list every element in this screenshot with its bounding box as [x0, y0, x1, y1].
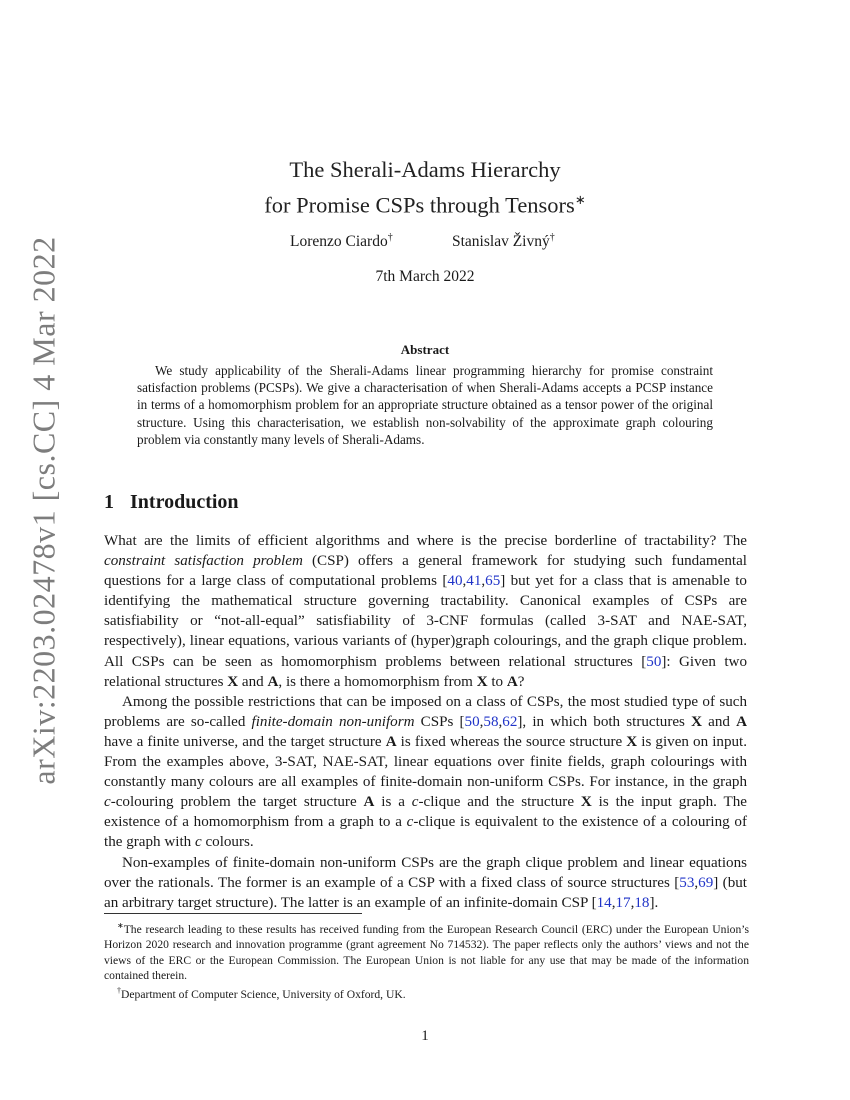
section-number: 1 — [104, 491, 114, 513]
math-variable-c: c — [411, 794, 419, 811]
p1-text: ]: Given two relational structures — [104, 653, 747, 690]
p2-emphasis: finite-domain non-uniform — [251, 713, 415, 730]
footnote-2-mark: † — [117, 986, 121, 996]
p3-text: Non-examples of finite-domain non-uniform CSPs are the graph clique problem and linear equations over the rationals. The former is an example of a CSP with a fixed class of source structures [ — [104, 854, 747, 891]
footnote-divider — [104, 913, 362, 914]
p1-text: What are the limits of efficient algorithms and where is the precise borderline of tractability? The — [104, 533, 747, 549]
abstract-heading: Abstract — [400, 342, 450, 357]
p2-text: ], in which both structures — [517, 713, 692, 730]
author-1-name: Lorenzo Ciardo — [290, 233, 388, 251]
citation-link[interactable]: 14 — [596, 894, 612, 911]
footnote-1-text: The research leading to these results has received funding from the European Research Council (ERC) under the European Union’s Horizon 2020 research and innovation programme (grant agreement No 714532). The paper reflects only the authors’ views and not the views of the ERC or the European Commission. The European Union is not liable for any use that may be made of the information contained therein. — [104, 922, 749, 983]
p2-text: -colouring problem the target structure — [110, 794, 364, 811]
p2-text: colours. — [201, 834, 254, 851]
citation-link[interactable]: 17 — [615, 894, 631, 911]
p2-text: -clique is equivalent to the existence of a colouring of the graph with — [104, 814, 748, 851]
citation-link[interactable]: 65 — [485, 573, 501, 590]
p2-text: Among the possible restrictions that can be imposed on a class of CSPs, the most studied type of such problems are so-called — [104, 693, 747, 730]
p2-text: is fixed whereas the source structure — [396, 733, 627, 750]
citation-link[interactable]: 41 — [466, 573, 482, 590]
author-1-mark[interactable]: † — [387, 232, 393, 243]
p2-text: have a finite universe, and the target structure — [104, 733, 386, 750]
title-line-2-text: for Promise CSPs through Tensors — [264, 192, 575, 218]
p2-text: is the input graph. The existence of a homomorphism from a graph to a — [104, 794, 747, 831]
introduction-body — [104, 531, 747, 913]
p1-text: ? — [517, 673, 525, 690]
p2-text: CSPs [ — [414, 713, 465, 730]
math-structure-a: A — [385, 733, 397, 750]
citation-link[interactable]: 40 — [447, 573, 463, 590]
p1-text: (CSP) offers a general framework for studying such fundamental questions for a large class of computational problems [ — [104, 553, 747, 590]
footnote-affiliation — [104, 983, 749, 1002]
section-heading-introduction — [104, 491, 239, 514]
paper-title-line-2 — [0, 185, 850, 221]
p2-text: and — [702, 713, 737, 730]
arxiv-identifier-text: arXiv:2203.02478v1 [cs.CC] 4 Mar 2022 — [25, 235, 62, 785]
citation-link[interactable]: 53 — [679, 874, 695, 891]
paragraph-3: Non-examples of finite-domain non-uniform CSPs are the graph clique problem and linear equations over the rationals. The former is an example of a CSP with a fixed class of source structures [53,69] (but an arbitrary target structure). The latter is an example of an infinite-domain CSP [14,17,18]. — [104, 854, 747, 911]
math-structure-x: X — [476, 673, 488, 690]
page-number: 1 — [421, 1028, 429, 1044]
p1-emphasis: constraint satisfaction problem — [104, 553, 303, 570]
math-variable-c: c — [194, 834, 202, 851]
math-structure-x: X — [626, 733, 638, 750]
citation-link[interactable]: 69 — [698, 874, 714, 891]
p1-text: to — [487, 673, 507, 690]
citation-link[interactable]: 62 — [502, 713, 518, 730]
p2-text: -clique and the structure — [418, 794, 581, 811]
math-structure-a: A — [506, 673, 518, 690]
citation-link[interactable]: 18 — [634, 894, 650, 911]
paragraph-1: What are the limits of efficient algorithms and where is the precise borderline of tractability? The constraint satisfaction problem (CSP) offers a general framework for studying such fundamental questions for a large class of computational problems [40,41,65] but yet for a class that is amenable to identifying the mathematical structure governing tractability. Canonical examples of CSPs are satisfiability or “not-all-equal” satisfiability of 3-CNF formulas (called 3-SAT and NAE-SAT, respectively), linear equations, various variants of (hyper)graph colourings, and the graph clique problem. All CSPs can be seen as homomorphism problems between relational structures [50]: Given two relational structures X and A, is there a homomorphism from X to A? — [104, 533, 747, 690]
p1-text: , is there a homomorphism from — [278, 673, 477, 690]
p3-text: ]. — [649, 894, 659, 911]
math-structure-x: X — [227, 673, 239, 690]
math-structure-a: A — [736, 713, 747, 730]
abstract-text: We study applicability of the Sherali-Adams linear programming hierarchy for promise constraint satisfaction problems (PCSPs). We give a characterisation of when Sherali-Adams accepts a PCSP instance in terms of a homomorphism problem for an appropriate structure obtained as a tensor power of the original structure. Using this characterisation, we establish non-solvability of the approximate graph colouring problem via constantly many levels of Sherali-Adams. — [137, 363, 713, 447]
math-structure-x: X — [580, 794, 592, 811]
math-structure-a: A — [267, 673, 279, 690]
section-title: Introduction — [130, 491, 239, 513]
citation-link[interactable]: 50 — [646, 653, 662, 670]
author-2-mark[interactable]: † — [549, 232, 555, 243]
footnote-funding — [104, 918, 749, 983]
p3-text: ] (but an arbitrary target structure). The latter is an example of an infinite-domain CSP [ — [104, 874, 747, 911]
p2-text: is a — [374, 794, 412, 811]
footnotes — [104, 918, 749, 1003]
p1-text: and — [238, 673, 268, 690]
title-footnote-mark[interactable]: ∗ — [574, 192, 586, 207]
math-structure-x: X — [691, 713, 702, 730]
p2-text: is given on input. From the examples above, 3-SAT, NAE-SAT, linear equations over finite fields, graph colourings with constantly many colours are all examples of finite-domain non-uniform CSPs. For instance, in the graph — [104, 733, 748, 791]
author-stanislav-zivny — [452, 232, 555, 251]
author-2-name: Stanislav Živný — [452, 233, 550, 251]
math-variable-c: c — [406, 814, 414, 831]
citation-link[interactable]: 50 — [464, 713, 480, 730]
math-structure-a: A — [363, 794, 375, 811]
citation-link[interactable]: 58 — [483, 713, 499, 730]
math-variable-c: c — [104, 794, 111, 811]
footnote-2-text: Department of Computer Science, University of Oxford, UK. — [121, 988, 406, 1002]
paragraph-2: Among the possible restrictions that can be imposed on a class of CSPs, the most studied type of such problems are so-called finite-domain non-uniform CSPs [50,58,62], in which both structures X and A have a finite universe, and the target structure A is fixed whereas the source structure X is given on input. From the examples above, 3-SAT, NAE-SAT, linear equations over finite fields, graph colourings with constantly many colours are all examples of finite-domain non-uniform CSPs. For instance, in the graph c-colouring problem the target structure A is a c-clique and the structure X is the input graph. The existence of a homomorphism from a graph to a c-clique is equivalent to the existence of a colouring of the graph with c colours. — [104, 693, 748, 851]
publication-date: 7th March 2022 — [375, 268, 475, 285]
p1-text: ] but yet for a class that is amenable to identifying the mathematical structure governing tractability. Canonical examples of CSPs are satisfiability or “not-all-equal” satisfiability of 3-CNF formulas (called 3-SAT and NAE-SAT, respectively), linear equations, various variants of (hyper)graph colourings, and the graph clique problem. All CSPs can be seen as homomorphism problems between relational structures [ — [104, 573, 747, 670]
arxiv-identifier-stamp — [14, 235, 74, 785]
author-lorenzo-ciardo — [290, 232, 393, 251]
paper-title-line-1 — [0, 155, 850, 185]
footnote-1-mark: ∗ — [117, 921, 124, 930]
title-line-1-text: The Sherali-Adams Hierarchy — [289, 157, 561, 182]
